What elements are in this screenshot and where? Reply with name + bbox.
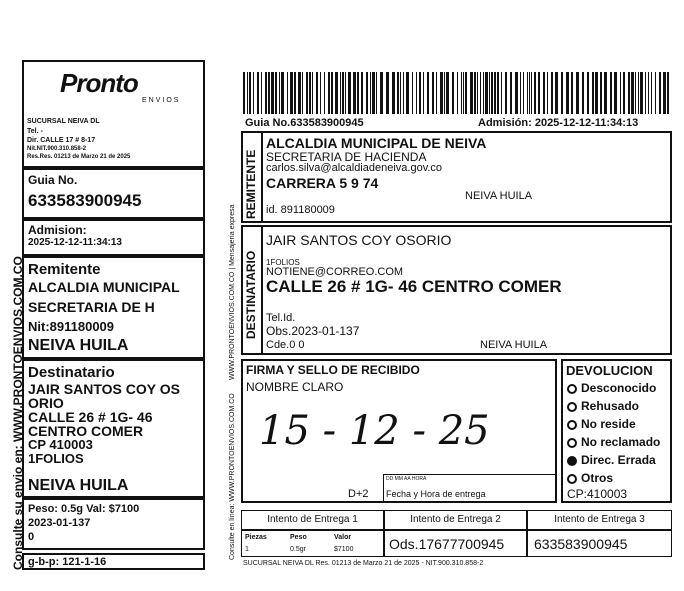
side-url-left: Consulte su envio en: WWW.PRONTOENVIOS.COM.CO xyxy=(11,256,25,570)
main-dest-cde: Cde.0 0 xyxy=(266,339,305,351)
main-rem-name: ALCALDIA MUNICIPAL DE NEIVA xyxy=(266,135,487,151)
devolucion-cp: CP:410003 xyxy=(567,487,628,501)
left-admision-box xyxy=(22,219,205,256)
main-dest-addr: CALLE 26 # 1G- 46 CENTRO COMER xyxy=(266,277,562,296)
branch-tel: Tel. - xyxy=(27,128,43,135)
main-rem-addr: CARRERA 5 9 74 xyxy=(266,175,379,191)
left-code: g-b-p: 121-1-16 xyxy=(28,556,107,568)
intento-2: Intento de Entrega 2 xyxy=(384,510,527,530)
devolucion-options xyxy=(567,381,660,489)
dev-option-direc-errada[interactable]: Direc. Errada xyxy=(567,453,660,467)
left-admision-value: 2025-12-12-11:34:13 xyxy=(28,237,122,248)
radio-icon xyxy=(567,474,577,484)
devolucion-box xyxy=(561,359,672,503)
left-rem-dep: SECRETARIA DE H xyxy=(28,299,155,315)
main-destinatario-box xyxy=(241,225,672,355)
left-dest-addr2: CENTRO COMER xyxy=(28,423,144,439)
main-remitente-box xyxy=(241,131,672,223)
company-logo: Pronto xyxy=(60,68,138,98)
left-dest-name2: ORIO xyxy=(28,395,64,411)
main-guia: Guia No.633583900945 xyxy=(245,117,364,129)
branch-address: Dir. CALLE 17 # 8-17 xyxy=(27,137,96,144)
main-dest-tag: DESTINATARIO xyxy=(244,250,258,339)
side-url-main-1: Consulte en línea: WWW.PRONTOENVIOS.COM.CO xyxy=(229,393,236,560)
sender-branch-box xyxy=(22,60,205,168)
valor-value: $7100 xyxy=(334,546,354,553)
left-destinatario-box xyxy=(22,359,205,498)
dev-option-otros[interactable]: Otros xyxy=(567,471,660,485)
main-rem-city: NEIVA HUILA xyxy=(465,190,533,202)
intento-1: Intento de Entrega 1 xyxy=(241,510,384,530)
ods-box xyxy=(384,530,527,557)
main-dest-email: NOTIENE@CORREO.COM xyxy=(266,266,404,278)
firma-box xyxy=(241,359,557,503)
radio-icon xyxy=(567,438,577,448)
piezas-header: Piezas xyxy=(245,534,267,541)
left-dest-folios: 1FOLIOS xyxy=(28,451,84,466)
branch-nit: Nit.NIT.900.310.858-2 xyxy=(27,146,87,152)
fecha-text: Fecha y Hora de entrega xyxy=(386,489,486,499)
peso-value: 0.5gr xyxy=(290,546,306,553)
guia-bottom-value: 633583900945 xyxy=(534,536,628,552)
branch-name: SUCURSAL NEIVA DL xyxy=(27,118,100,125)
devolucion-title: DEVOLUCION xyxy=(566,363,653,378)
left-dest-addr1: CALLE 26 # 1G- 46 xyxy=(28,409,153,425)
dev-option-rehusado[interactable]: Rehusado xyxy=(567,399,660,413)
left-peso-box xyxy=(22,498,205,550)
left-cero: 0 xyxy=(28,531,35,543)
main-dest-name: JAIR SANTOS COY OSORIO xyxy=(266,232,452,248)
left-dest-name1: JAIR SANTOS COY OS xyxy=(28,381,180,397)
dev-option-no-reclamado[interactable]: No reclamado xyxy=(567,435,660,449)
main-rem-dep: SECRETARIA DE HACIENDA xyxy=(266,150,427,164)
left-rem-name: ALCALDIA MUNICIPAL xyxy=(28,279,180,295)
piezas-table xyxy=(241,530,384,557)
handwritten-date: 15 - 12 - 25 xyxy=(259,408,490,454)
left-rem-nit: Nit:891180009 xyxy=(28,319,115,334)
radio-icon xyxy=(567,384,577,394)
piezas-value: 1 xyxy=(245,546,249,553)
dev-option-desconocido[interactable]: Desconocido xyxy=(567,381,660,395)
radio-icon xyxy=(567,402,577,412)
left-guia-box xyxy=(22,168,205,219)
main-rem-email: carlos.silva@alcaldiadeneiva.gov.co xyxy=(266,162,443,174)
left-guia-number: 633583900945 xyxy=(28,191,142,210)
valor-header: Valor xyxy=(334,534,352,541)
main-dest-tel: Tel.Id. xyxy=(266,312,296,324)
left-admision-label: Admision: xyxy=(28,223,87,237)
branch-resolution: Res.Res. 01213 de Marzo 21 de 2025 xyxy=(27,154,131,160)
fecha-hora-box xyxy=(383,474,556,501)
intento-3: Intento de Entrega 3 xyxy=(527,510,672,530)
left-rem-label: Remitente xyxy=(28,261,101,278)
radio-icon xyxy=(567,420,577,430)
side-url-main-2: WWW.PRONTOENVIOS.COM.CO | Mensajería expresa xyxy=(229,204,236,380)
main-dest-folios: 1FOLIOS xyxy=(266,258,300,267)
radio-checked-icon xyxy=(567,456,577,466)
left-guia-label: Guia No. xyxy=(28,173,78,187)
main-rem-tag: REMITENTE xyxy=(244,149,258,219)
left-code-box xyxy=(22,553,205,570)
main-admision: Admisión: 2025-12-12-11:34:13 xyxy=(478,117,639,129)
guia-bottom-box xyxy=(527,530,672,557)
barcode xyxy=(243,72,671,114)
main-dest-obs: Obs.2023-01-137 xyxy=(266,324,360,338)
left-rem-city: NEIVA HUILA xyxy=(28,337,129,354)
left-peso: Peso: 0.5g Val: $7100 xyxy=(28,503,140,515)
main-rem-id: id. 891180009 xyxy=(266,204,335,216)
firma-subtitle: NOMBRE CLARO xyxy=(246,380,344,394)
left-dest-cp: CP 410003 xyxy=(28,437,93,452)
footer-text: SUCURSAL NEIVA DL Res. 01213 de Marzo 21 de 2025 - NIT.900.310.858-2 xyxy=(243,560,484,567)
left-dest-city: NEIVA HUILA xyxy=(28,477,129,494)
left-remitente-box xyxy=(22,256,205,359)
left-fecha: 2023-01-137 xyxy=(28,517,91,529)
firma-title: FIRMA Y SELLO DE RECIBIDO xyxy=(246,363,420,377)
dev-option-no-reside[interactable]: No reside xyxy=(567,417,660,431)
logo-subtitle: ENVIOS xyxy=(142,97,181,104)
main-dest-city: NEIVA HUILA xyxy=(480,339,548,351)
ods-value: Ods.17677700945 xyxy=(389,536,505,552)
peso-header: Peso xyxy=(290,534,307,541)
d2-label: D+2 xyxy=(348,488,369,500)
fecha-labels: DD MM AA HORA xyxy=(386,476,427,482)
left-dest-label: Destinatario xyxy=(28,364,115,381)
